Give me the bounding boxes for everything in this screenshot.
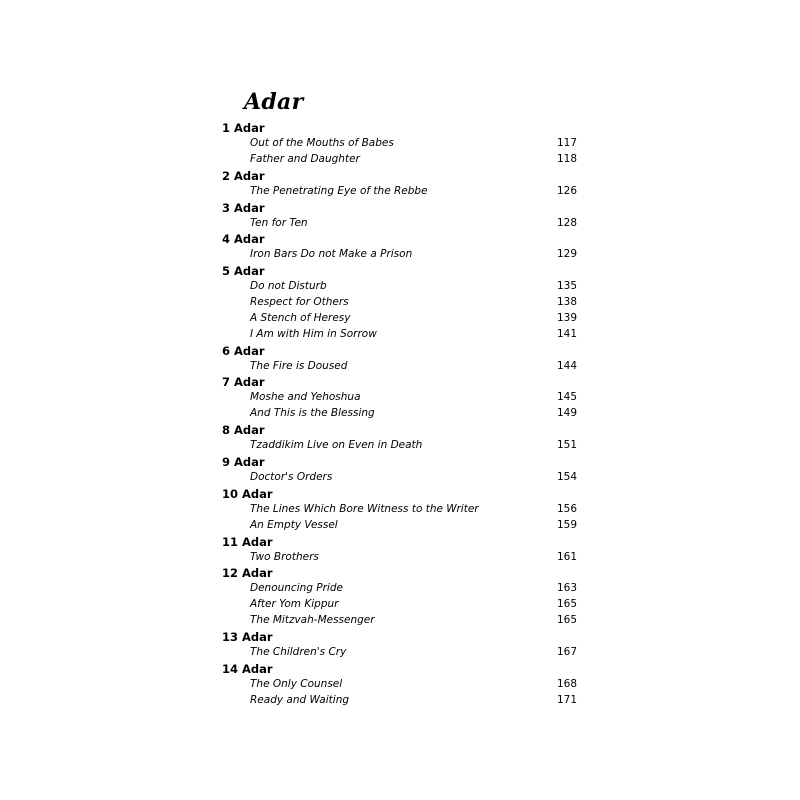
- toc-entry: [222, 311, 578, 327]
- toc-entry: [222, 152, 578, 168]
- toc-entry: [222, 518, 578, 534]
- day-heading: 9 Adar: [222, 454, 265, 469]
- entry-list: [222, 550, 578, 566]
- entry-page-number: 128: [556, 216, 577, 229]
- entry-list: [222, 645, 578, 661]
- entry-page-number: 118: [556, 152, 577, 165]
- entry-list: [222, 677, 578, 709]
- toc-entry: [222, 406, 578, 422]
- entry-list: [222, 216, 578, 232]
- entry-page-number: 161: [556, 550, 577, 563]
- entry-title: And This is the Blessing: [250, 407, 375, 420]
- entry-list: [222, 470, 578, 486]
- toc-entry: [222, 295, 578, 311]
- toc-entry: [222, 597, 578, 613]
- day-heading: 10 Adar: [222, 486, 273, 501]
- day-section: [222, 629, 578, 661]
- entry-list: [222, 438, 578, 454]
- entry-page-number: 167: [556, 645, 577, 658]
- entry-title: Tzaddikim Live on Even in Death: [250, 439, 423, 452]
- toc-entry: [222, 613, 578, 629]
- contents-list: [222, 120, 578, 708]
- toc-entry: [222, 502, 578, 518]
- day-heading: 3 Adar: [222, 200, 265, 215]
- entry-page-number: 139: [556, 311, 577, 324]
- day-section: [222, 534, 578, 566]
- day-heading: 7 Adar: [222, 375, 265, 390]
- entry-title: The Mitzvah-Messenger: [250, 614, 375, 627]
- day-heading: 12 Adar: [222, 566, 273, 581]
- entry-title: The Children's Cry: [250, 645, 347, 658]
- entry-page-number: 168: [556, 677, 577, 690]
- day-heading: 4 Adar: [222, 232, 265, 247]
- toc-entry: [222, 327, 578, 343]
- day-heading: 6 Adar: [222, 343, 265, 358]
- entry-title: Respect for Others: [250, 296, 349, 309]
- entry-page-number: 145: [556, 391, 577, 404]
- day-section: [222, 200, 578, 232]
- day-section: [222, 422, 578, 454]
- table-of-contents-page: [222, 88, 578, 708]
- entry-page-number: 165: [556, 614, 577, 627]
- entry-title: An Empty Vessel: [250, 518, 338, 531]
- entry-title: Two Brothers: [250, 550, 319, 563]
- day-heading: 8 Adar: [222, 423, 265, 438]
- entry-page-number: 154: [556, 470, 577, 483]
- day-section: [222, 565, 578, 629]
- entry-list: [222, 184, 578, 200]
- day-section: [222, 263, 578, 342]
- entry-title: Iron Bars Do not Make a Prison: [250, 248, 413, 261]
- day-heading: 11 Adar: [222, 534, 273, 549]
- day-heading: 2 Adar: [222, 168, 265, 183]
- day-section: [222, 168, 578, 200]
- toc-entry: [222, 247, 578, 263]
- entry-list: [222, 390, 578, 422]
- toc-entry: [222, 550, 578, 566]
- entry-page-number: 171: [556, 693, 577, 706]
- entry-title: A Stench of Heresy: [250, 311, 351, 324]
- entry-title: Father and Daughter: [250, 152, 360, 165]
- entry-page-number: 144: [556, 359, 577, 372]
- toc-entry: [222, 470, 578, 486]
- toc-entry: [222, 677, 578, 693]
- entry-list: [222, 136, 578, 168]
- page-title: Adar: [244, 89, 304, 115]
- toc-entry: [222, 184, 578, 200]
- toc-entry: [222, 645, 578, 661]
- entry-page-number: 129: [556, 248, 577, 261]
- day-section: [222, 231, 578, 263]
- entry-list: [222, 359, 578, 375]
- entry-page-number: 135: [556, 280, 577, 293]
- entry-title: Ten for Ten: [250, 216, 308, 229]
- entry-title: Ready and Waiting: [250, 693, 350, 706]
- entry-title: The Only Counsel: [250, 677, 343, 690]
- toc-entry: [222, 136, 578, 152]
- day-heading: 14 Adar: [222, 661, 273, 676]
- entry-title: Do not Disturb: [250, 280, 327, 293]
- day-section: [222, 374, 578, 422]
- day-section: [222, 120, 578, 168]
- toc-entry: [222, 390, 578, 406]
- entry-title: I Am with Him in Sorrow: [250, 327, 377, 340]
- toc-entry: [222, 216, 578, 232]
- entry-page-number: 151: [556, 439, 577, 452]
- entry-title: The Lines Which Bore Witness to the Writer: [250, 502, 479, 515]
- entry-title: The Penetrating Eye of the Rebbe: [250, 184, 428, 197]
- entry-title: Out of the Mouths of Babes: [250, 137, 394, 149]
- entry-list: [222, 581, 578, 629]
- day-section: [222, 486, 578, 534]
- entry-page-number: 138: [556, 296, 577, 309]
- entry-page-number: 149: [556, 407, 577, 420]
- day-section: [222, 661, 578, 709]
- entry-page-number: 165: [556, 598, 577, 611]
- toc-entry: [222, 438, 578, 454]
- entry-list: [222, 279, 578, 342]
- toc-entry: [222, 693, 578, 709]
- entry-title: After Yom Kippur: [250, 598, 339, 611]
- entry-page-number: 159: [556, 518, 577, 531]
- entry-page-number: 163: [556, 582, 577, 595]
- entry-title: The Fire is Doused: [250, 359, 348, 372]
- entry-page-number: 117: [556, 137, 577, 149]
- entry-list: [222, 247, 578, 263]
- day-heading: 5 Adar: [222, 264, 265, 279]
- entry-title: Moshe and Yehoshua: [250, 391, 361, 404]
- toc-entry: [222, 581, 578, 597]
- day-heading: 13 Adar: [222, 629, 273, 644]
- entry-page-number: 141: [556, 327, 577, 340]
- entry-list: [222, 502, 578, 534]
- entry-title: Denouncing Pride: [250, 582, 343, 595]
- entry-page-number: 126: [556, 184, 577, 197]
- day-section: [222, 454, 578, 486]
- entry-title: Doctor's Orders: [250, 470, 333, 483]
- day-heading: 1 Adar: [222, 121, 265, 135]
- toc-entry: [222, 279, 578, 295]
- entry-page-number: 156: [556, 502, 577, 515]
- toc-entry: [222, 359, 578, 375]
- day-section: [222, 343, 578, 375]
